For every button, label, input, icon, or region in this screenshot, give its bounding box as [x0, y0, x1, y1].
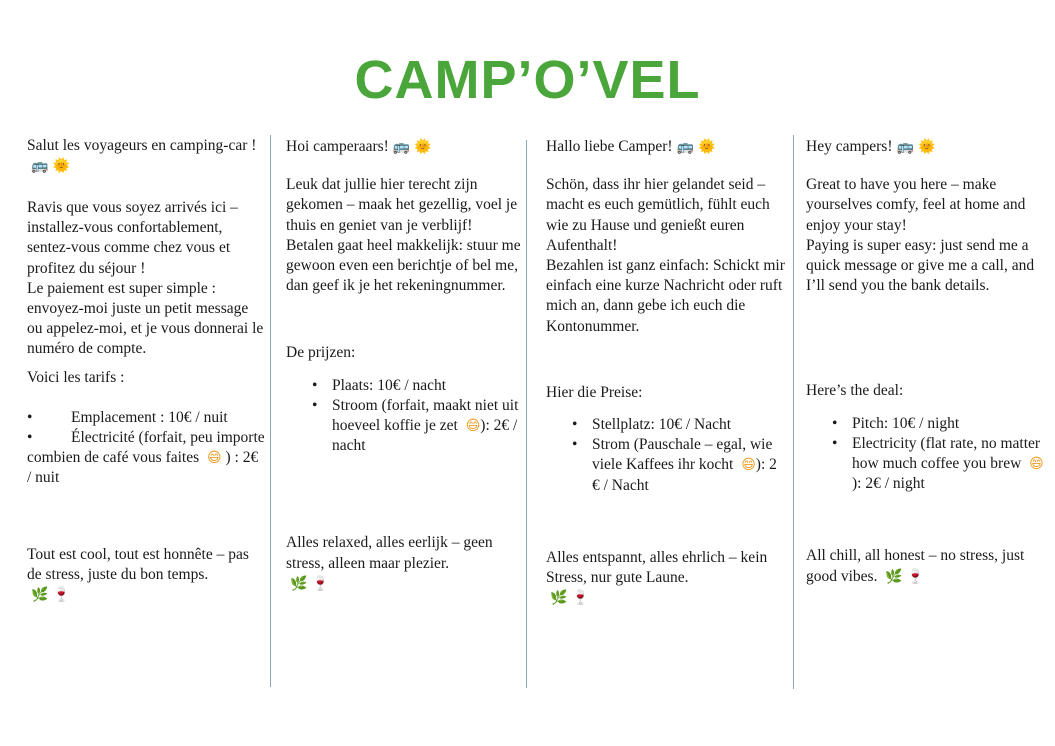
prices-heading: Here’s the deal:: [806, 382, 904, 400]
grinning-face-icon: 😄: [741, 457, 756, 474]
closing-text: Tout est cool, tout est honnête – pas de stress, juste du bon temps. 🌿 🍷: [27, 545, 265, 606]
bus-icon: 🚌: [31, 158, 49, 175]
column-divider: [793, 135, 794, 689]
closing-text: Alles entspannt, alles ehrlich – kein Stress, nur gute Laune. 🌿 🍷: [546, 548, 786, 609]
greeting: Hey campers! 🚌 🌞: [806, 137, 1044, 157]
herb-icon: 🌿: [550, 590, 568, 607]
prices-heading: Hier die Preise:: [546, 383, 643, 401]
greeting: Hallo liebe Camper! 🚌 🌞: [546, 137, 786, 157]
price-list: [286, 376, 522, 457]
price-list: [27, 408, 265, 489]
price-item: • Emplacement : 10€ / nuit: [27, 408, 228, 426]
grinning-face-icon: 😄: [465, 418, 481, 435]
wine-glass-icon: 🍷: [571, 590, 589, 607]
page-title: CAMP’O’VEL: [354, 50, 701, 110]
greeting: Hoi camperaars! 🚌 🌞: [286, 137, 522, 157]
price-item: • Plaats: 10€ / nacht: [312, 376, 447, 394]
price-list: [806, 414, 1044, 495]
column-dutch: [286, 137, 522, 594]
greeting: Salut les voyageurs en camping-car !🚌 🌞: [27, 136, 265, 176]
closing-text: Alles relaxed, alles eerlijk – geen stress, alleen maar plezier. 🌿 🍷: [286, 533, 522, 594]
column-german: [546, 137, 786, 608]
payment-text: Le paiement est super simple : envoyez-moi juste un petit message ou appelez-moi, et je vous donnerai le numéro de compte.: [27, 279, 264, 358]
wine-glass-icon: 🍷: [906, 568, 925, 585]
price-list: [546, 415, 786, 496]
wine-glass-icon: 🍷: [52, 587, 70, 604]
column-english: [806, 137, 1044, 587]
price-item: • Électricité (forfait, peu importe combien de café vous faites 😄 ) : 2€ / nuit: [27, 429, 265, 487]
payment-text: Bezahlen ist ganz einfach: Schickt mir einfach eine kurze Nachricht oder ruft mich an, dann gebe ich euch die Kontonummer.: [546, 257, 785, 335]
grinning-face-icon: 😄: [1029, 456, 1044, 473]
price-item: • Stroom (forfait, maakt niet uit hoeveel koffie je zet 😄): 2€ / nacht: [312, 396, 519, 455]
sun-icon: 🌞: [414, 139, 432, 155]
grinning-face-icon: 😄: [207, 450, 222, 467]
column-french: [27, 136, 265, 605]
herb-icon: 🌿: [290, 575, 308, 592]
wine-glass-icon: 🍷: [311, 575, 329, 592]
prices-heading: De prijzen:: [286, 344, 356, 362]
column-divider: [526, 140, 527, 688]
column-divider: [270, 135, 271, 687]
closing-text: All chill, all honest – no stress, just good vibes. 🌿 🍷: [806, 546, 1044, 586]
welcome-text: Leuk dat jullie hier terecht zijn gekomen – maak het gezellig, voel je thuis en geniet van je verblijf!: [286, 176, 518, 234]
price-item: • Stellplatz: 10€ / Nacht: [572, 416, 732, 434]
price-item: • Electricity (flat rate, no matter how much coffee you brew 😄): 2€ / night: [832, 434, 1044, 493]
prices-heading: Voici les tarifs :: [27, 368, 125, 386]
herb-icon: 🌿: [31, 587, 49, 604]
sun-icon: 🌞: [52, 158, 70, 175]
bus-icon: 🚌: [392, 139, 411, 155]
price-item: • Strom (Pauschale – egal, wie viele Kaffees ihr kocht 😄): 2 € / Nacht: [572, 436, 777, 494]
herb-icon: 🌿: [885, 568, 903, 585]
welcome-text: Great to have you here – make yourselves comfy, feel at home and enjoy your stay!: [806, 176, 1026, 234]
sun-icon: 🌞: [697, 139, 716, 155]
bus-icon: 🚌: [676, 139, 694, 155]
welcome-text: Ravis que vous soyez arrivés ici – installez-vous confortablement, sentez-vous comme chez vous et profitez du séjour !: [27, 199, 238, 277]
payment-text: Betalen gaat heel makkelijk: stuur me gewoon even een berichtje of bel me, dan geef ik je het rekeningnummer.: [286, 236, 521, 295]
sun-icon: 🌞: [917, 139, 936, 155]
bus-icon: 🚌: [896, 139, 914, 155]
price-item: • Pitch: 10€ / night: [832, 414, 960, 432]
payment-text: Paying is super easy: just send me a quick message or give me a call, and I’ll send you the bank details.: [806, 236, 1035, 295]
welcome-text: Schön, dass ihr hier gelandet seid – macht es euch gemütlich, fühlt euch wie zu Hause und genießt euren Aufenthalt!: [546, 176, 770, 254]
